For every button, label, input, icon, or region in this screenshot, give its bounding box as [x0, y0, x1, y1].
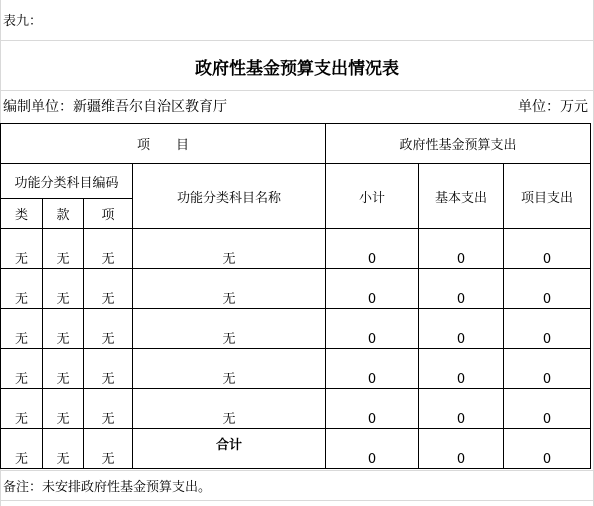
cell-xiang: 无: [84, 269, 133, 309]
cell-subtotal: 0: [326, 269, 419, 309]
cell-project: 0: [504, 309, 591, 349]
cell-kuan: 无: [43, 229, 84, 269]
cell-lei: 无: [1, 269, 43, 309]
cell-name: 无: [133, 389, 326, 429]
header-basic: 基本支出: [419, 164, 504, 229]
header-subtotal: 小计: [326, 164, 419, 229]
cell-subtotal: 0: [326, 229, 419, 269]
header-project: 项目支出: [504, 164, 591, 229]
header-lei: 类: [1, 199, 43, 229]
header-item: 项 目: [1, 124, 326, 164]
cell-project: 0: [504, 429, 591, 469]
cell-lei: 无: [1, 309, 43, 349]
cell-basic: 0: [419, 309, 504, 349]
cell-kuan: 无: [43, 269, 84, 309]
cell-lei: 无: [1, 349, 43, 389]
budget-table: [0, 123, 591, 469]
cell-xiang: 无: [84, 309, 133, 349]
cell-subtotal: 0: [326, 389, 419, 429]
cell-basic: 0: [419, 429, 504, 469]
grid-line: [0, 470, 594, 471]
cell-subtotal: 0: [326, 309, 419, 349]
cell-basic: 0: [419, 229, 504, 269]
cell-basic: 0: [419, 349, 504, 389]
cell-kuan: 无: [43, 309, 84, 349]
cell-kuan: 无: [43, 429, 84, 469]
cell-basic: 0: [419, 269, 504, 309]
table-row-total: [1, 429, 591, 469]
cell-project: 0: [504, 269, 591, 309]
table-row: [1, 229, 591, 269]
table-row: [1, 389, 591, 429]
header-function-name: 功能分类科目名称: [133, 164, 326, 229]
compiling-unit: 编制单位：新疆维吾尔自治区教育厅: [3, 99, 227, 115]
cell-name: 无: [133, 349, 326, 389]
table-row: [1, 349, 591, 389]
cell-name: 无: [133, 229, 326, 269]
page-title: 政府性基金预算支出情况表: [195, 59, 399, 79]
cell-lei: 无: [1, 389, 43, 429]
header-fund-expenditure: 政府性基金预算支出: [326, 124, 591, 164]
cell-xiang: 无: [84, 389, 133, 429]
cell-kuan: 无: [43, 349, 84, 389]
grid-line: [0, 40, 594, 41]
cell-xiang: 无: [84, 229, 133, 269]
table-row: [1, 269, 591, 309]
cell-name: 无: [133, 269, 326, 309]
cell-lei: 无: [1, 429, 43, 469]
footnote: 备注：未安排政府性基金预算支出。: [3, 480, 212, 495]
grid-line: [0, 500, 594, 501]
cell-subtotal: 0: [326, 349, 419, 389]
header-function-code: 功能分类科目编码: [1, 164, 133, 199]
table-row: [1, 309, 591, 349]
header-kuan: 款: [43, 199, 84, 229]
cell-xiang: 无: [84, 429, 133, 469]
cell-project: 0: [504, 389, 591, 429]
cell-subtotal: 0: [326, 429, 419, 469]
grid-line: [0, 90, 594, 91]
cell-name: 无: [133, 309, 326, 349]
cell-lei: 无: [1, 229, 43, 269]
cell-basic: 0: [419, 389, 504, 429]
header-xiang: 项: [84, 199, 133, 229]
cell-total-label: 合计: [133, 429, 326, 469]
cell-kuan: 无: [43, 389, 84, 429]
cell-xiang: 无: [84, 349, 133, 389]
table-number: 表九：: [3, 14, 43, 29]
cell-project: 0: [504, 229, 591, 269]
cell-project: 0: [504, 349, 591, 389]
currency-unit: 单位：万元: [518, 99, 588, 115]
